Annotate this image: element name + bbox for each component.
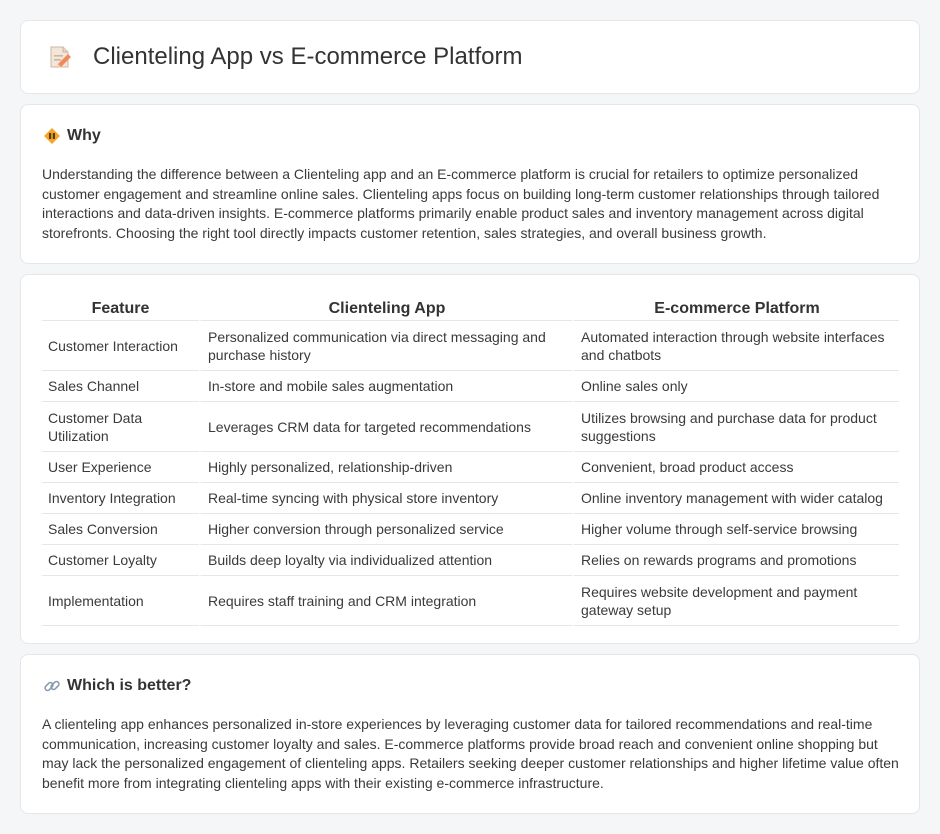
table-row — [42, 402, 899, 452]
better-heading-row — [43, 677, 191, 695]
table-cell: User Experience — [42, 452, 199, 483]
table-cell: Sales Conversion — [42, 514, 199, 545]
table-row — [42, 371, 899, 402]
table-row — [42, 452, 899, 483]
table-cell: Online sales only — [572, 371, 899, 402]
table-cell: Higher volume through self-service browsing — [572, 514, 899, 545]
page-title: Clienteling App vs E-commerce Platform — [93, 43, 523, 70]
table-cell: Highly personalized, relationship-driven — [199, 452, 572, 483]
table-cell: Customer Data Utilization — [42, 402, 199, 452]
table-header-row — [42, 295, 899, 321]
comparison-card — [20, 274, 920, 644]
why-card — [20, 104, 920, 264]
table-row — [42, 483, 899, 514]
table-cell: Online inventory management with wider catalog — [572, 483, 899, 514]
table-cell: Convenient, broad product access — [572, 452, 899, 483]
table-cell: Requires staff training and CRM integration — [199, 576, 572, 626]
table-row — [42, 545, 899, 576]
table-cell: Inventory Integration — [42, 483, 199, 514]
which-is-better-card — [20, 654, 920, 814]
table-cell: Builds deep loyalty via individualized attention — [199, 545, 572, 576]
table-cell: Personalized communication via direct messaging and purchase history — [199, 321, 572, 371]
table-cell: Leverages CRM data for targeted recommendations — [199, 402, 572, 452]
table-cell: Automated interaction through website interfaces and chatbots — [572, 321, 899, 371]
document-pencil-icon — [47, 44, 73, 70]
table-cell: Real-time syncing with physical store inventory — [199, 483, 572, 514]
better-heading: Which is better? — [67, 677, 192, 694]
column-header: E-commerce Platform — [572, 295, 899, 321]
table-cell: Relies on rewards programs and promotions — [572, 545, 899, 576]
table-cell: Sales Channel — [42, 371, 199, 402]
table-row — [42, 321, 899, 371]
why-heading: Why — [67, 127, 101, 144]
better-text: A clienteling app enhances personalized in-store experiences by leveraging customer data for tailored recommendations and real-time communication, increasing customer loyalty and sales. E-commerce platforms provide broad reach and convenient online shopping but may lack the personalized engagement of clienteling apps. Retailers seeking deeper customer relationships and higher lifetime value often benefit more from integrating clienteling apps with their existing e-commerce infrastructure. — [42, 716, 899, 791]
link-icon — [43, 677, 61, 695]
table-cell: Customer Loyalty — [42, 545, 199, 576]
column-header: Feature — [42, 295, 199, 321]
table-cell: Higher conversion through personalized service — [199, 514, 572, 545]
table-cell: Requires website development and payment gateway setup — [572, 576, 899, 626]
comparison-table — [42, 295, 899, 626]
title-card — [20, 20, 920, 94]
diamond-sign-icon — [43, 127, 61, 145]
table-cell: Implementation — [42, 576, 199, 626]
table-row — [42, 576, 899, 626]
table-cell: Utilizes browsing and purchase data for product suggestions — [572, 402, 899, 452]
table-row — [42, 514, 899, 545]
why-heading-row — [43, 127, 101, 145]
column-header: Clienteling App — [199, 295, 572, 321]
table-cell: In-store and mobile sales augmentation — [199, 371, 572, 402]
table-cell: Customer Interaction — [42, 321, 199, 371]
why-text: Understanding the difference between a Clienteling app and an E-commerce platform is crucial for retailers to optimize personalized customer engagement and streamline online sales. Clienteling apps focus on building long-term customer relationships through tailored interactions and data-driven insights. E-commerce platforms primarily enable product sales and inventory management across digital storefronts. Choosing the right tool directly impacts customer retention, sales strategies, and overall business growth. — [42, 166, 880, 241]
